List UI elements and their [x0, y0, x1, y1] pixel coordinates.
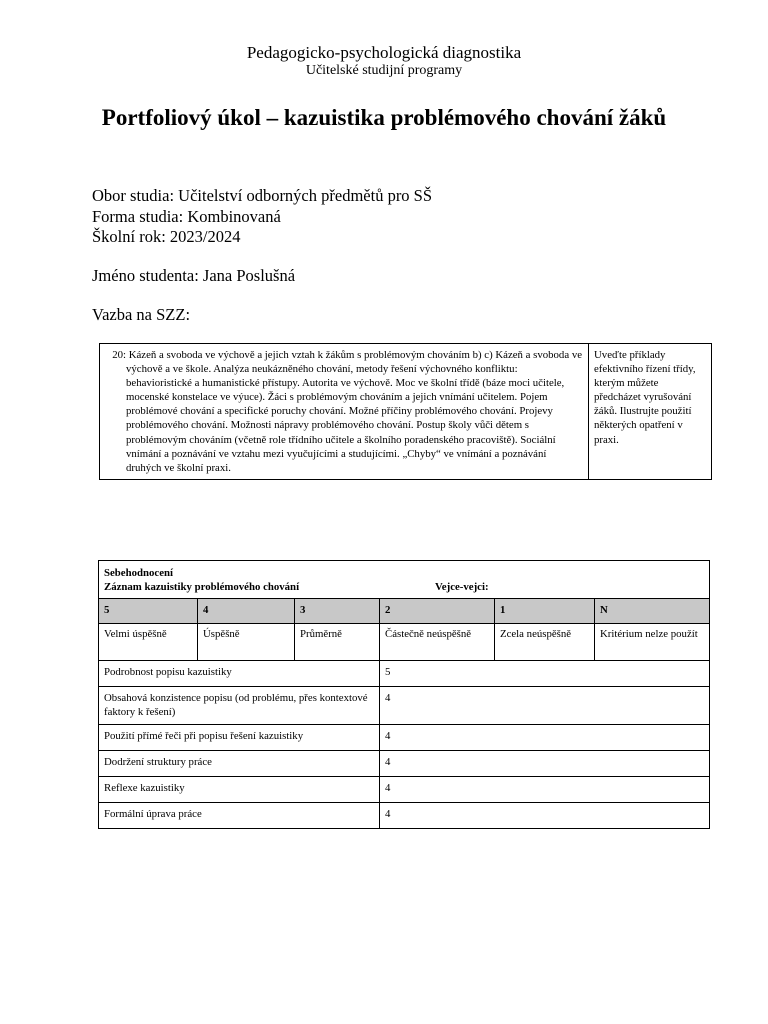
criterion-label: Podrobnost popisu kazuistiky — [99, 661, 380, 687]
criterion-label: Obsahová konzistence popisu (od problému, přes kontextové faktory k řešení) — [99, 687, 380, 725]
institution-name: Pedagogicko-psychologická diagnostika — [246, 43, 522, 62]
scale-label: Průměrně — [295, 624, 380, 661]
document-header — [0, 43, 768, 79]
criterion-row — [99, 751, 710, 777]
scale-label: Kritérium nelze použít — [595, 624, 710, 661]
criterion-score: 4 — [380, 725, 710, 751]
criterion-score: 4 — [380, 687, 710, 725]
scale-row — [99, 599, 710, 624]
record-title: Záznam kazuistiky problémového chování — [104, 581, 300, 593]
student-name: Jméno studenta: Jana Poslušná — [92, 266, 296, 285]
criterion-score: 4 — [380, 803, 710, 829]
criterion-score: 4 — [380, 777, 710, 803]
document-title: Portfoliový úkol – kazuistika problémového chování žáků — [101, 105, 667, 130]
topic-table — [99, 343, 712, 480]
scale-label: Úspěšně — [198, 624, 295, 661]
criterion-label: Použití přímé řeči při popisu řešení kazuistiky — [99, 725, 380, 751]
scale-label: Velmi úspěšně — [99, 624, 198, 661]
criterion-label: Dodržení struktury práce — [99, 751, 380, 777]
study-info — [92, 186, 432, 248]
form-of-study: Forma studia: Kombinovaná — [92, 206, 281, 226]
scale-3: 3 — [295, 599, 380, 624]
szz-link-label: Vazba na SZZ: — [92, 305, 191, 324]
scale-2: 2 — [380, 599, 495, 624]
scale-5: 5 — [99, 599, 198, 624]
criterion-score: 4 — [380, 751, 710, 777]
scale-n: N — [595, 599, 710, 624]
criterion-row — [99, 725, 710, 751]
evaluation-header-cell — [99, 561, 710, 599]
vejce-label: Vejce-vejci: — [435, 581, 489, 593]
topic-number: 20: — [112, 349, 126, 361]
scale-label-row — [99, 624, 710, 661]
criterion-row — [99, 803, 710, 829]
program-name: Učitelské studijní programy — [305, 63, 463, 78]
topic-task: Uveďte příklady efektivního řízení třídy, kterým můžete předcházet vyrušování žáků. Ilustrujte použití některých opatření v praxi. — [594, 349, 696, 446]
field-of-study: Obor studia: Učitelství odborných předmětů pro SŠ — [92, 186, 433, 205]
criterion-score: 5 — [380, 661, 710, 687]
criterion-row — [99, 661, 710, 687]
scale-1: 1 — [495, 599, 595, 624]
criterion-row — [99, 777, 710, 803]
criterion-label: Formální úprava práce — [99, 803, 380, 829]
topic-text: Kázeň a svoboda ve výchově a jejich vztah k žákům s problémovým chováním b) c) Kázeň a svoboda ve výchově a ve škole. Analýza neukázněného chování, metody řešení výchovného konfliktu: behavioristické a humanistické přístupy. Autorita ve výchově. Moc ve školní třídě (báze moci učitele, mocenské konstelace ve výuce). Žáci s problémovým chováním a jejich vnímání učitelem. Pojem problémové chování a specifické poruchy chování. Možné příčiny problémového chování. Projevy problémového chování. Možnosti nápravy problémového chování. Postup školy vůči dětem s problémovým chováním (včetně role třídního učitele a školního poradenského pracoviště). Sociální vnímání a poznávání ve vztahu mezi vyučujícími a studujícími. „Chyby“ ve vnímání a poznávání druhých ve školní praxi. — [126, 349, 583, 474]
evaluation-header-row — [99, 561, 710, 599]
school-year: Školní rok: 2023/2024 — [92, 227, 241, 246]
topic-task-cell — [589, 344, 712, 480]
record-heading — [104, 580, 704, 594]
self-assessment-heading: Sebehodnocení — [104, 567, 173, 579]
evaluation-table — [98, 560, 710, 829]
scale-4: 4 — [198, 599, 295, 624]
criterion-label: Reflexe kazuistiky — [99, 777, 380, 803]
scale-label: Zcela neúspěšně — [495, 624, 595, 661]
topic-description-cell — [100, 344, 589, 480]
criterion-row — [99, 687, 710, 725]
scale-label: Částečně neúspěšně — [380, 624, 495, 661]
